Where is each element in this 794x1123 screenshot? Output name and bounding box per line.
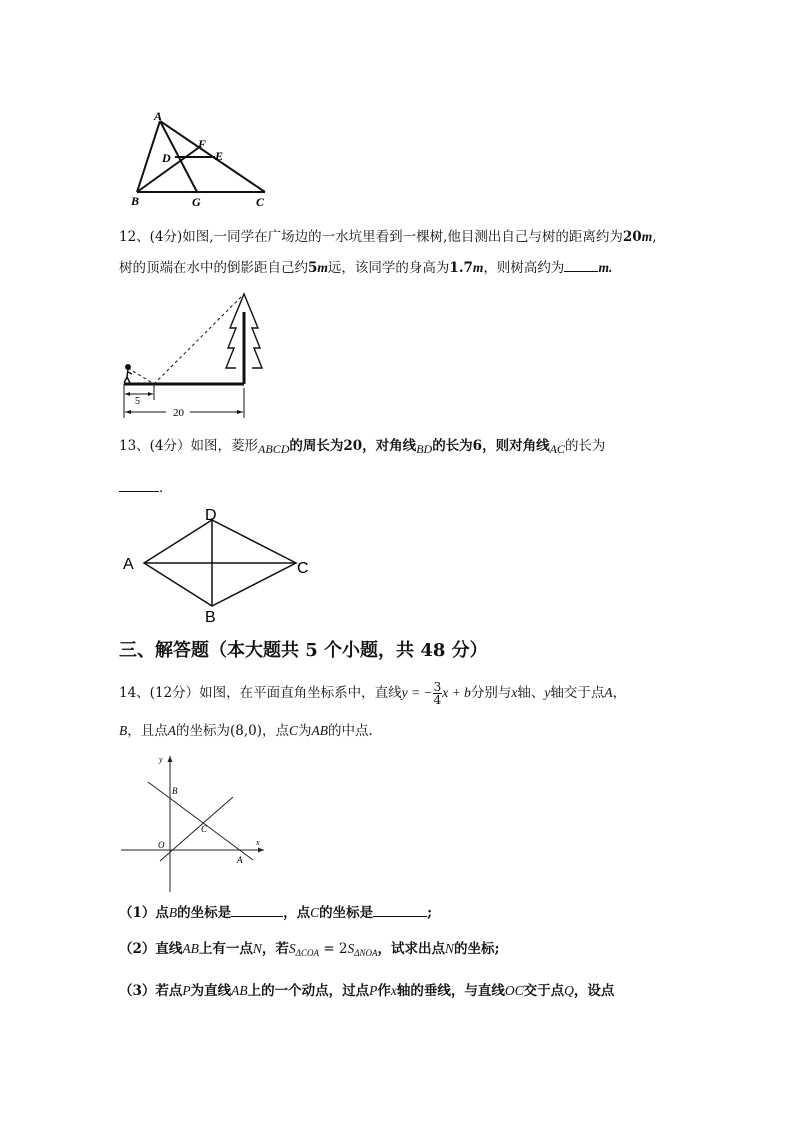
- q14-frac-num: 3: [433, 680, 442, 694]
- q14-p2-S2: S: [347, 941, 355, 956]
- q12-text-c: 远，该同学的身高为: [327, 260, 450, 276]
- q14-text-f: 的坐标为: [176, 723, 230, 739]
- q13-text-a: 13、(4分）如图，菱形: [119, 438, 259, 454]
- rhombus-figure: [115, 500, 325, 630]
- q12-text-a: 12、(4分)如图,一同学在广场边的一水坑里看到一棵树,他目测出自己与树的距离约为: [119, 229, 623, 245]
- rhombus-label-D: D: [205, 507, 217, 524]
- point-label-B: B: [172, 786, 178, 796]
- q14-p2-AB: AB: [182, 941, 199, 956]
- q14-p1-B: B: [168, 905, 178, 920]
- q14-p2-b: 上有一点: [198, 941, 253, 957]
- q13-line1: [119, 436, 605, 459]
- q12-end: m.: [598, 260, 613, 275]
- person-icon: [124, 365, 132, 383]
- q14-p3-P: P: [182, 983, 191, 998]
- q14-p1-a: （1）点: [119, 905, 169, 921]
- label-E: E: [215, 149, 224, 163]
- q13-text-b: 的周长为20，对角线: [289, 438, 417, 454]
- q14-p2-N2: N: [445, 941, 455, 956]
- q14-text-d: 轴交于点: [550, 685, 605, 701]
- q13-ac: AC: [549, 442, 565, 456]
- q14-p1-d: 的坐标是: [319, 905, 374, 921]
- point-label-O: O: [158, 840, 165, 850]
- q14-p3-AB: AB: [231, 983, 248, 998]
- q12-reflect: 5: [308, 260, 318, 276]
- label-F: F: [198, 137, 207, 151]
- q14-eq-tail: x + b: [442, 685, 471, 700]
- q14-B: B: [119, 723, 128, 738]
- label-G: G: [192, 195, 201, 209]
- q14-y: y: [544, 685, 551, 700]
- q14-p2-s2: ΔNOA: [354, 948, 378, 958]
- q14-p2-S1: S: [288, 941, 296, 956]
- q14-p3-Q: Q: [564, 983, 574, 998]
- label-A: A: [154, 110, 163, 123]
- q14-p3-f: 交于点: [523, 983, 565, 999]
- q13-line2: [119, 478, 163, 498]
- triangle-figure: [125, 110, 285, 210]
- q14-AB: AB: [311, 723, 329, 738]
- q14-p2-e: 的坐标;: [454, 941, 500, 957]
- rhombus-label-A: A: [123, 556, 134, 573]
- q12-line2: [119, 258, 612, 278]
- tree-reflection-figure: [118, 288, 278, 423]
- q12-unit: m: [641, 229, 653, 244]
- q14-p2-c: ，若: [261, 941, 289, 957]
- q14-p3-P2: P: [369, 983, 378, 998]
- coordinate-figure: [118, 752, 268, 894]
- q14-text-e: ，且点: [127, 723, 168, 739]
- q13-abcd: ABCD: [258, 442, 290, 456]
- q14-coord: (8,0): [230, 723, 263, 739]
- label-B: B: [131, 194, 140, 208]
- q14-frac-den: 4: [433, 693, 442, 707]
- q14-fraction: [433, 681, 443, 706]
- q14-text-b: 分别与: [470, 685, 512, 701]
- point-label-C: C: [201, 824, 208, 834]
- q12-height: 1.7: [449, 260, 473, 276]
- q14-C: C: [289, 723, 299, 738]
- q12-unit-2: m: [317, 260, 328, 275]
- q12-answer-blank[interactable]: [564, 271, 598, 272]
- dim-label-20: 20: [173, 407, 184, 419]
- q14-A-2: A: [167, 723, 176, 738]
- q13-text-c: 的长为6，则对角线: [432, 438, 550, 454]
- q14-x: x: [511, 685, 518, 700]
- q12-line1: [119, 227, 657, 247]
- q14-text-h: 为: [298, 723, 312, 739]
- dim-label-5: 5: [135, 396, 140, 407]
- q14-p3-e: 轴的垂线，与直线: [396, 983, 505, 999]
- axis-label-x: x: [256, 838, 260, 847]
- q14-A: A: [604, 685, 613, 700]
- q14-p2-N: N: [252, 941, 262, 956]
- q12-unit-3: m: [472, 260, 484, 275]
- q14-line2: [119, 721, 373, 741]
- q14-part2: [119, 939, 500, 963]
- q14-p3-b: 为直线: [190, 983, 232, 999]
- q14-p2-s1: ΔCOA: [295, 948, 319, 958]
- q14-p1-C: C: [310, 905, 320, 920]
- q13-end: .: [159, 480, 164, 496]
- section-3-title: 三、解答题（本大题共 5 个小题，共 48 分）: [119, 640, 488, 661]
- label-C: C: [256, 195, 265, 209]
- q12-comma: ,: [652, 229, 657, 245]
- q14-p1-b: 的坐标是: [177, 905, 232, 921]
- q14-p1-blank-2[interactable]: [373, 916, 427, 917]
- q14-p3-a: （3）若点: [119, 983, 183, 999]
- axis-label-y: y: [159, 755, 163, 764]
- q14-comma: ，: [612, 685, 627, 701]
- q14-text-a: 14、(12分）如图，在平面直角坐标系中，直线: [119, 685, 402, 701]
- q12-text-b: 树的顶端在水中的倒影距自己约: [119, 260, 308, 276]
- q12-distance: 20: [622, 229, 642, 245]
- q14-part3: [119, 981, 614, 1001]
- q14-p2-a: （2）直线: [119, 941, 183, 957]
- q13-answer-blank[interactable]: [119, 491, 159, 492]
- q14-p1-e: ;: [427, 905, 433, 921]
- q14-text-g: ，点: [262, 723, 290, 739]
- q14-p1-c: ，点: [283, 905, 311, 921]
- q13-text-d: 的长为: [564, 438, 606, 454]
- q14-part1: [119, 903, 432, 923]
- q14-p2-eq: = 2: [318, 941, 348, 957]
- q14-text-c: 轴、: [517, 685, 545, 701]
- q14-p3-d: 作: [377, 983, 391, 999]
- point-label-A: A: [237, 855, 243, 865]
- q14-p3-OC: OC: [504, 983, 524, 998]
- q14-text-i: 的中点.: [328, 723, 373, 739]
- q14-eq-y: y = −: [401, 685, 433, 700]
- q14-p1-blank-1[interactable]: [231, 916, 283, 917]
- q14-p2-d: ，试求出点: [377, 941, 445, 957]
- q14-p3-x: x: [390, 983, 397, 998]
- q12-text-d: ，则树高约为: [483, 260, 565, 276]
- rhombus-label-C: C: [297, 560, 309, 577]
- rhombus-label-B: B: [205, 609, 216, 626]
- q14-p3-g: ，设点: [573, 983, 615, 999]
- q14-line1: [119, 676, 626, 710]
- label-D: D: [162, 151, 171, 165]
- q13-bd: BD: [416, 442, 433, 456]
- q14-p3-c: 上的一个动点，过点: [247, 983, 370, 999]
